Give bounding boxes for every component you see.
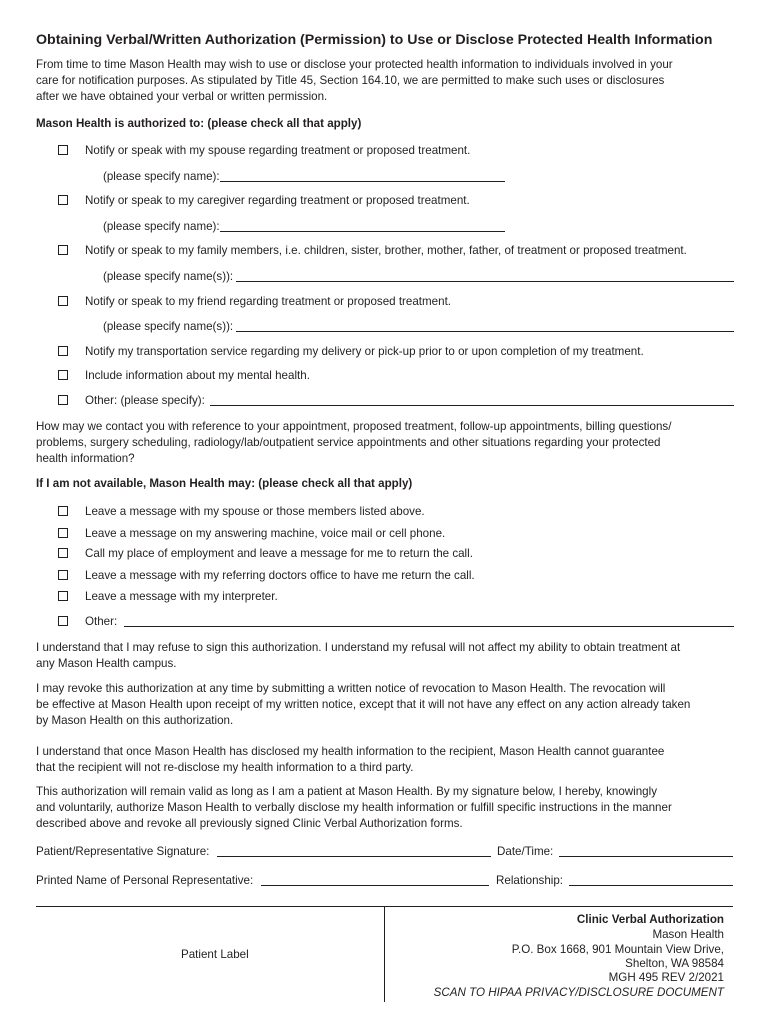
relationship-field[interactable]: [569, 885, 733, 886]
intro-line: care for notification purposes. As stipulated by Title 45, Section 164.10, we are permitted to make such uses or disclosures: [36, 74, 665, 87]
msg-voicemail-checkbox[interactable]: [58, 528, 68, 538]
msg-doctor-checkbox[interactable]: [58, 570, 68, 580]
mental-health-checkbox[interactable]: [58, 370, 68, 380]
transportation-option-label: Notify my transportation service regarding my delivery or pick-up prior to or upon completion of my treatment.: [85, 345, 644, 358]
msg-employment-checkbox[interactable]: [58, 548, 68, 558]
msg-spouse-option-label: Leave a message with my spouse or those members listed above.: [85, 505, 425, 518]
refuse-paragraph-line: I understand that I may refuse to sign this authorization. I understand my refusal will not affect my ability to obtain treatment at: [36, 641, 681, 654]
form-title: Clinic Verbal Authorization: [576, 913, 724, 926]
address-line: P.O. Box 1668, 901 Mountain View Drive,: [511, 943, 724, 956]
contact-question-line: health information?: [36, 452, 135, 465]
redisclose-paragraph-line: I understand that once Mason Health has disclosed my health information to the recipient, Mason Health cannot guarantee: [36, 745, 665, 758]
spouse-name-label: (please specify name):: [103, 170, 220, 183]
family-option-label: Notify or speak to my family members, i.e. children, sister, brother, mother, father, of treatment or proposed treatment.: [85, 244, 687, 257]
mental-health-option-label: Include information about my mental health.: [85, 369, 310, 382]
family-names-field[interactable]: [236, 281, 734, 282]
footer-column-divider: [384, 906, 385, 1002]
spouse-checkbox[interactable]: [58, 145, 68, 155]
family-checkbox[interactable]: [58, 245, 68, 255]
datetime-label: Date/Time:: [497, 845, 554, 858]
datetime-field[interactable]: [559, 856, 733, 857]
friend-names-field[interactable]: [236, 331, 734, 332]
msg-doctor-option-label: Leave a message with my referring doctors office to have me return the call.: [85, 569, 475, 582]
msg-interpreter-option-label: Leave a message with my interpreter.: [85, 590, 278, 603]
scan-note: SCAN TO HIPAA PRIVACY/DISCLOSURE DOCUMENT: [433, 986, 724, 999]
spouse-name-field[interactable]: [220, 181, 505, 182]
friend-checkbox[interactable]: [58, 296, 68, 306]
msg-interpreter-checkbox[interactable]: [58, 591, 68, 601]
redisclose-paragraph-line: that the recipient will not re-disclose my health information to a third party.: [36, 761, 414, 774]
org-name: Mason Health: [652, 928, 724, 941]
msg-spouse-checkbox[interactable]: [58, 506, 68, 516]
revoke-paragraph-line: be effective at Mason Health upon receipt of my written notice, except that it will not have any effect on any action already taken: [36, 698, 691, 711]
revoke-paragraph-line: I may revoke this authorization at any time by submitting a written notice of revocation to Mason Health. The revocation will: [36, 682, 666, 695]
transportation-checkbox[interactable]: [58, 346, 68, 356]
msg-other-option-label: Other:: [85, 615, 118, 628]
msg-voicemail-option-label: Leave a message on my answering machine, voice mail or cell phone.: [85, 527, 446, 540]
section2-heading: If I am not available, Mason Health may: (please check all that apply): [36, 477, 413, 490]
intro-line: From time to time Mason Health may wish to use or disclose your protected health information to individuals involved in your: [36, 58, 673, 71]
other-specify-field[interactable]: [210, 405, 734, 406]
contact-question-line: problems, surgery scheduling, radiology/lab/outpatient service appointments and other situations regarding your protected: [36, 436, 661, 449]
friend-names-label: (please specify name(s)):: [103, 320, 234, 333]
msg-other-checkbox[interactable]: [58, 616, 68, 626]
relationship-label: Relationship:: [496, 874, 564, 887]
contact-question-line: How may we contact you with reference to your appointment, proposed treatment, follow-up appointments, billing questions/: [36, 420, 672, 433]
valid-paragraph-line: This authorization will remain valid as long as I am a patient at Mason Health. By my signature below, I hereby, knowingly: [36, 785, 658, 798]
msg-other-field[interactable]: [124, 626, 734, 627]
caregiver-name-field[interactable]: [220, 231, 505, 232]
revoke-paragraph-line: by Mason Health on this authorization.: [36, 714, 234, 727]
caregiver-name-label: (please specify name):: [103, 220, 220, 233]
form-code: MGH 495 REV 2/2021: [608, 971, 724, 984]
family-names-label: (please specify name(s)):: [103, 270, 234, 283]
signature-label: Patient/Representative Signature:: [36, 845, 210, 858]
friend-option-label: Notify or speak to my friend regarding treatment or proposed treatment.: [85, 295, 452, 308]
valid-paragraph-line: and voluntarily, authorize Mason Health to verbally disclose my health information or fulfill specific instructions in the manner: [36, 801, 672, 814]
refuse-paragraph-line: any Mason Health campus.: [36, 657, 177, 670]
msg-employment-option-label: Call my place of employment and leave a message for me to return the call.: [85, 547, 473, 560]
caregiver-checkbox[interactable]: [58, 195, 68, 205]
valid-paragraph-line: described above and revoke all previously signed Clinic Verbal Authorization forms.: [36, 817, 463, 830]
printed-name-field[interactable]: [261, 885, 489, 886]
section1-heading: Mason Health is authorized to: (please check all that apply): [36, 117, 362, 130]
patient-label-box: Patient Label: [181, 948, 249, 961]
other-checkbox[interactable]: [58, 395, 68, 405]
intro-line: after we have obtained your verbal or written permission.: [36, 90, 328, 103]
address-line: Shelton, WA 98584: [625, 957, 724, 970]
page-title: Obtaining Verbal/Written Authorization (Permission) to Use or Disclose Protected Health Information: [36, 32, 713, 48]
caregiver-option-label: Notify or speak to my caregiver regarding treatment or proposed treatment.: [85, 194, 470, 207]
printed-name-label: Printed Name of Personal Representative:: [36, 874, 254, 887]
signature-field[interactable]: [217, 856, 491, 857]
other-option-label: Other: (please specify):: [85, 394, 205, 407]
spouse-option-label: Notify or speak with my spouse regarding treatment or proposed treatment.: [85, 144, 471, 157]
